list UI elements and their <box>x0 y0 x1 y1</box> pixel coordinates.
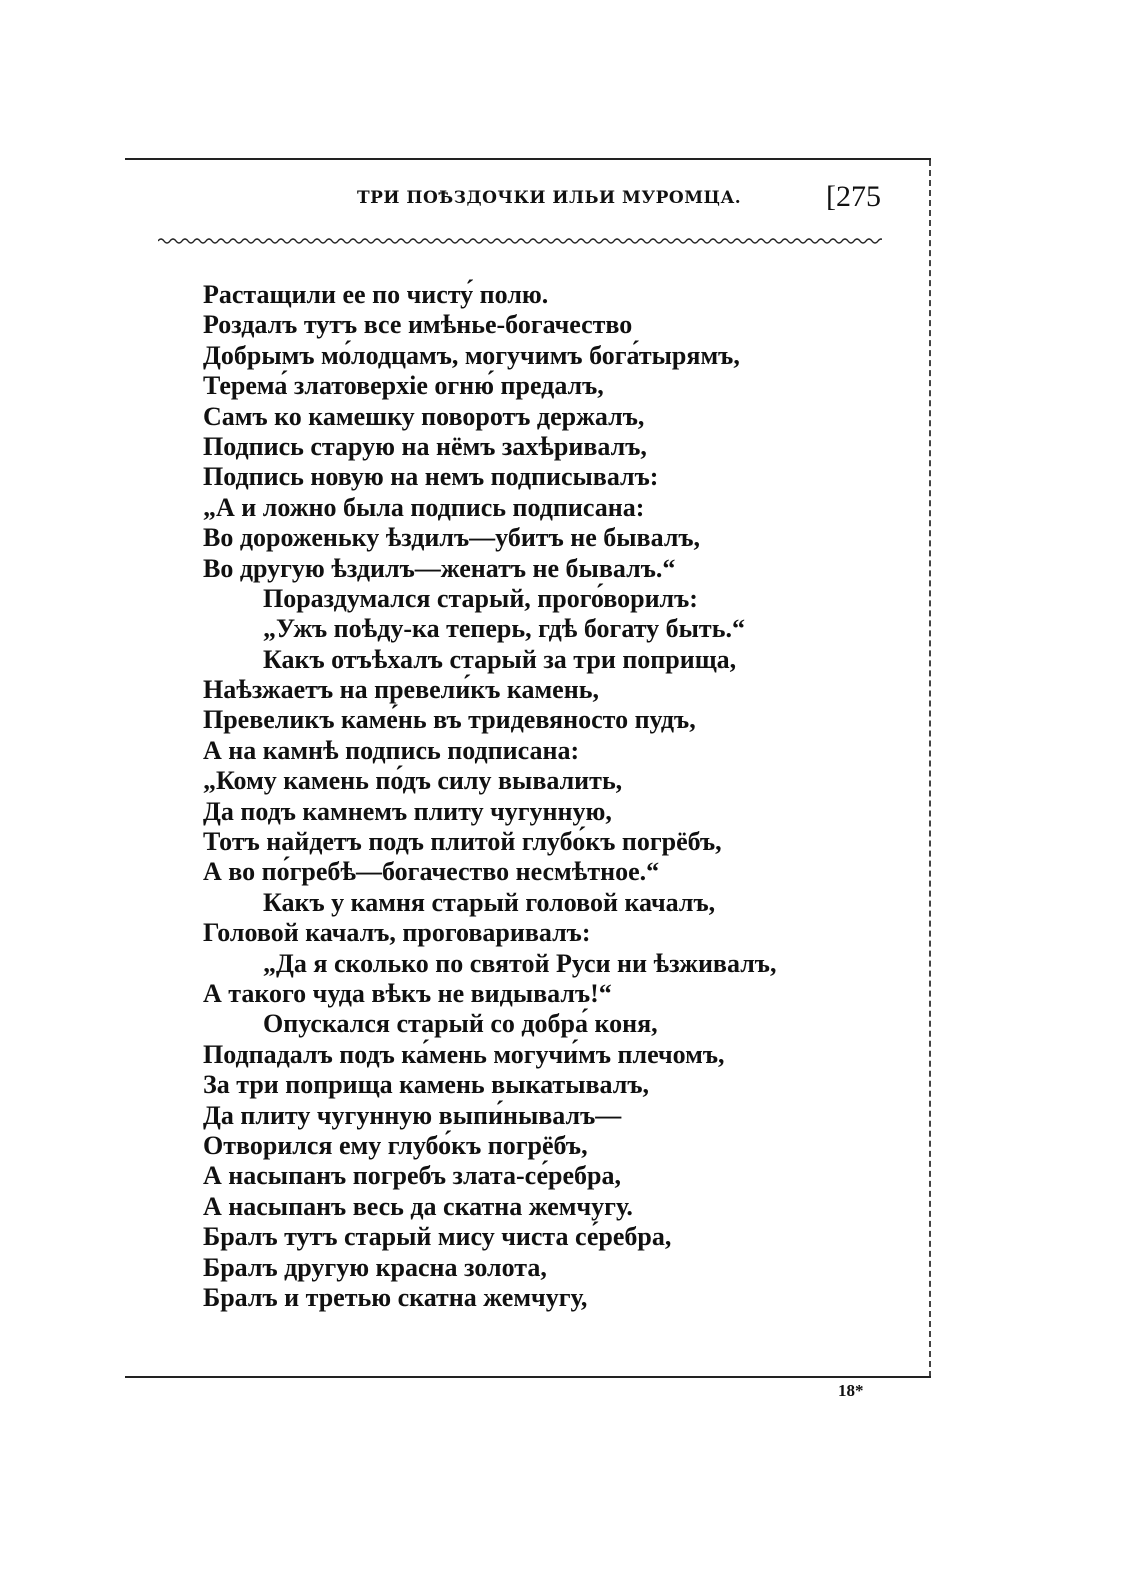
running-title: ТРИ ПОѢЗДОЧКИ ИЛЬИ МУРОМЦА. <box>357 188 742 208</box>
verse-text <box>203 280 923 1313</box>
verse-line: Да плиту чугунную выпи́нывалъ— <box>203 1100 622 1130</box>
top-rule <box>125 158 931 160</box>
verse-line: Отворился ему глубо́къ погрёбъ, <box>203 1130 588 1160</box>
signature-mark: 18* <box>838 1381 864 1400</box>
verse-line: Растащили ее по чисту́ полю. <box>203 280 549 309</box>
verse-line: А насыпанъ весь да скатна жемчугу. <box>203 1191 633 1221</box>
verse-line: Бралъ другую красна золота, <box>203 1252 547 1282</box>
verse-line: „А и ложно была подпись подписана: <box>203 492 645 522</box>
verse-line: Тотъ найдетъ подъ плитой глубо́къ погрёбъ, <box>203 827 722 857</box>
verse-line: Подпись старую на нёмъ захѣривалъ, <box>203 431 647 461</box>
verse-line: Головой качалъ, проговаривалъ: <box>203 918 591 948</box>
verse-line: Наѣзжаетъ на превели́къ камень, <box>203 675 599 705</box>
verse-line: Опускался старый со добра́ коня, <box>263 1009 658 1039</box>
verse-line: А во по́гребѣ—богачество несмѣтное.“ <box>203 857 660 887</box>
verse-line: Во другую ѣздилъ—женатъ не бывалъ.“ <box>203 553 676 583</box>
verse-line: А такого чуда вѣкъ не видывалъ!“ <box>203 978 612 1008</box>
verse-line: Роздалъ тутъ все имѣнье-богачество <box>203 310 633 340</box>
verse-line: Какъ у камня старый головой качалъ, <box>263 887 716 917</box>
verse-line: Пораздумался старый, прого́ворилъ: <box>263 583 698 613</box>
verse-line: Бралъ и третью скатна жемчугу, <box>203 1282 588 1312</box>
verse-line: Превеликъ каме́нь въ тридевяносто пудъ, <box>203 705 696 735</box>
verse-line: Бралъ тутъ старый мису чиста се́ребра, <box>203 1222 672 1252</box>
verse-line: Терема́ златоверхіе огню́ предалъ, <box>203 371 604 401</box>
verse-line: „Кому камень по́дъ силу вывалить, <box>203 766 623 796</box>
bottom-rule <box>125 1376 931 1378</box>
wavy-ornament-divider <box>158 234 882 248</box>
verse-line: Добрымъ мо́лодцамъ, могучимъ бога́тырямъ, <box>203 340 740 370</box>
right-margin-rule <box>929 160 931 1377</box>
verse-line: А на камнѣ подпись подписана: <box>203 735 580 765</box>
page-number: [275 <box>826 180 881 213</box>
verse-line: Самъ ко камешку поворотъ держалъ, <box>203 401 645 431</box>
verse-line: „Да я сколько по святой Руси ни ѣзживалъ, <box>263 948 777 978</box>
verse-line: Подпадалъ подъ ка́мень могучи́мъ плечомъ, <box>203 1039 725 1069</box>
verse-line: Во дороженьку ѣздилъ—убитъ не бывалъ, <box>203 523 701 553</box>
verse-line: Да подъ камнемъ плиту чугунную, <box>203 796 612 826</box>
verse-line: А насыпанъ погребъ злата-се́ребра, <box>203 1161 621 1191</box>
verse-line: „Ужъ поѣду-ка теперь, гдѣ богату быть.“ <box>263 614 745 644</box>
verse-line: Подпись новую на немъ подписывалъ: <box>203 462 659 492</box>
verse-line: Какъ отъѣхалъ старый за три поприща, <box>263 644 737 674</box>
verse-line: За три поприща камень выкатывалъ, <box>203 1070 650 1100</box>
